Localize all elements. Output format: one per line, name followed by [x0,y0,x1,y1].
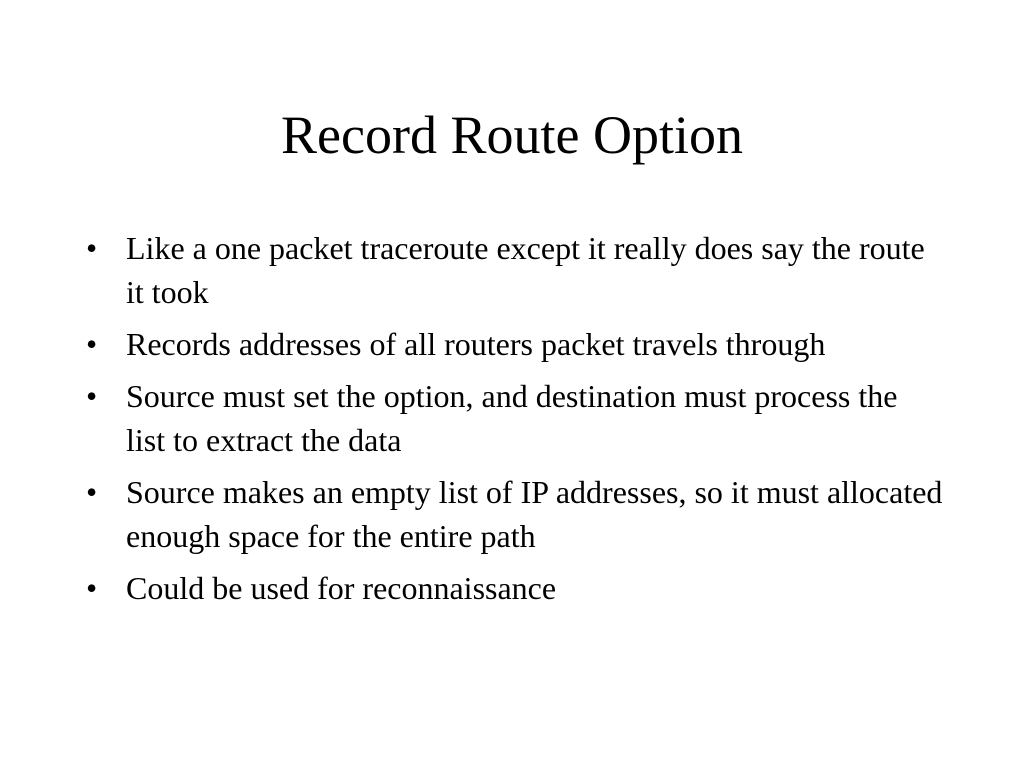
bullet-item [84,374,944,462]
bullet-text: Source must set the option, and destination must process the list to extract the data [126,378,898,458]
bullet-item [84,470,944,558]
bullet-text: Could be used for reconnaissance [126,570,557,606]
bullet-text: Like a one packet traceroute except it really does say the route it took [126,230,925,310]
bullet-icon: • [86,326,98,362]
bullet-icon: • [86,570,98,606]
bullet-item [84,226,944,314]
bullet-text: Records addresses of all routers packet travels through [126,326,826,362]
bullet-icon: • [86,474,98,510]
bullet-icon: • [86,378,98,414]
bullet-item [84,322,944,366]
bullet-item [84,566,944,610]
bullet-text: Source makes an empty list of IP addresses, so it must allocated enough space for the entire path [126,474,943,554]
slide-title: Record Route Option [281,105,743,165]
bullet-icon: • [86,230,98,266]
bullet-list [84,226,944,618]
